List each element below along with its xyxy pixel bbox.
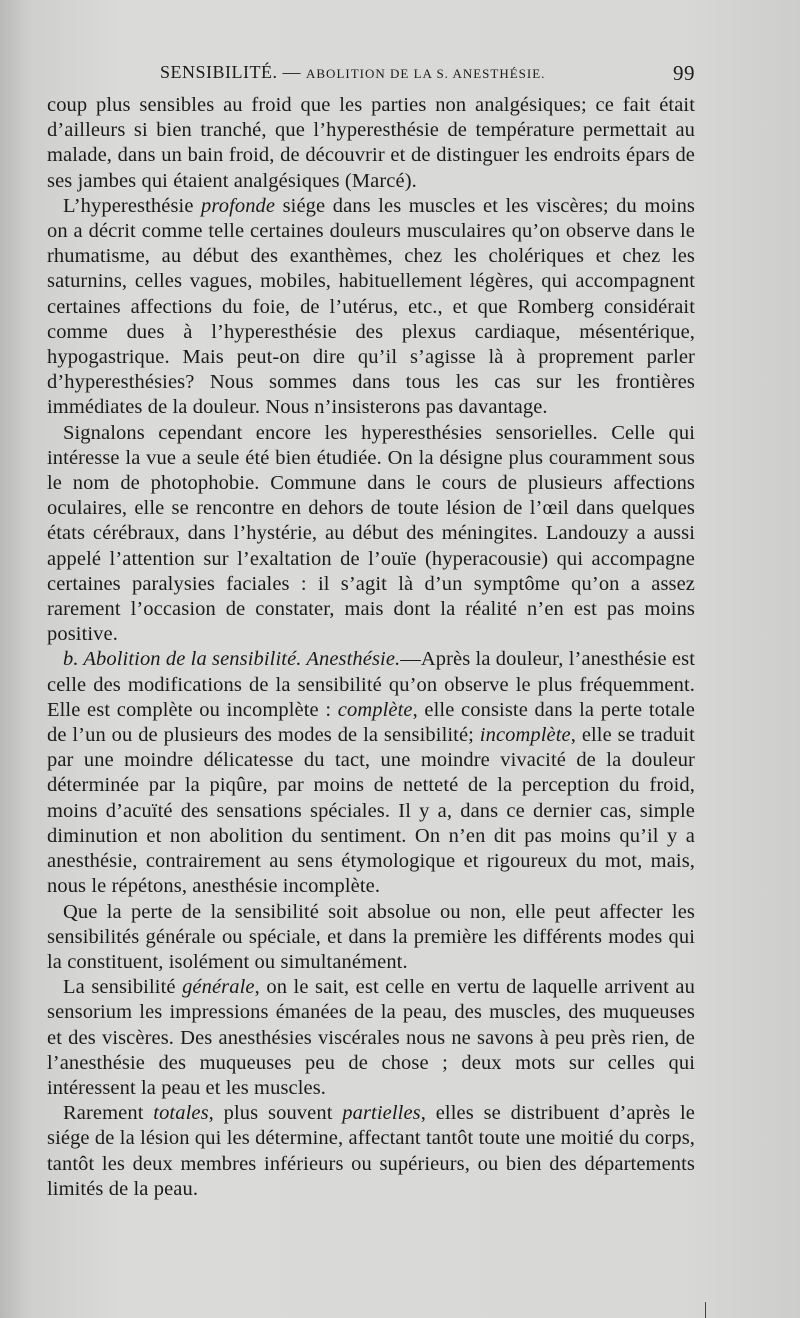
paragraph-text: , on le sait, est celle en vertu de laquelle arrivent au sensorium les impressions émanées de la peau, des muscles, des muqueuses et des viscères. Des anesthésies viscérales nous ne savons à peu près rien, de l’anesthésie des muqueuses peu de chose ; deux mots sur celles qui intéressent la peau et les muscles.: [47, 976, 695, 1099]
paragraph-text: Rarement: [63, 1102, 154, 1125]
emphasis-complete: complète: [337, 698, 413, 721]
running-title-main: SENSIBILITÉ.: [160, 62, 278, 82]
paragraph-text: , elle consiste dans la perte totale de l’un ou de plusieurs des modes de la sensibilité;: [47, 698, 695, 747]
emphasis-incomplete: incomplète: [479, 724, 571, 747]
paragraph-text: , elle se traduit par une moindre délicatesse du tact, une moindre vivacité de la douleur déterminée par la piqûre, par moins de netteté de la perception du froid, moins d’acuïté des sensations spéciales. Il y a, dans ce dernier cas, simple diminution et non abolition du sentiment. On n’en dit pas moins qu’il y a anesthésie, contrairement au sens étymologique et rigoureux du mot, mais, nous le répétons, anesthésie incomplète.: [47, 724, 695, 898]
paragraph-rarement-totales: [47, 1101, 695, 1202]
paragraph-sensibilite-generale: [47, 975, 695, 1101]
paragraph-continuation: coup plus sensibles au froid que les parties non analgésiques; ce fait était d’ailleurs si bien tranché, que l’hyperesthésie de température permettait au malade, dans un bain froid, de découvrir et de distinguer les endroits épars de ses jambes qui étaient analgésiques (Marcé).: [47, 94, 695, 192]
paragraph-text: siége dans les muscles et les viscères; du moins on a décrit comme telle certaines douleurs musculaires qu’on observe dans le rhumatisme, au début des exanthèmes, chez les cholériques et chez les saturnins, celles vagues, mobiles, habituellement légères, qui accompagnent certaines affections du foie, de l’utérus, etc., et que Romberg considérait comme dues à l’hyperesthésie des plexus cardiaque, mésentérique, hypogastrique. Mais peut-on dire qu’il s’agisse là à proprement parler d’hyperesthésies? Nous sommes dans tous les cas sur les frontières immédiates de la douleur. Nous n’insisterons pas davantage.: [47, 194, 696, 419]
paragraph-hyperesthesies-sensorielles: Signalons cependant encore les hyperesthésies sensorielles. Celle qui intéresse la vue a seule été bien étudiée. On la désigne plus couramment sous le nom de photophobie. Commune dans le cours de plusieurs affections oculaires, elle se rencontre en dehors de toute lésion de l’œil dans quelques états cérébraux, dans l’hystérie, au début des méningites. Landouzy a aussi appelé l’attention sur l’exaltation de l’ouïe (hyperacousie) qui accompagne certaines paralysies faciales : il s’agit là d’un symptôme qu’on a assez rarement l’occasion de constater, mais dont la réalité n’en est pas moins positive.: [47, 421, 695, 646]
running-header: [47, 58, 695, 88]
paragraph-text: , elles se distribuent d’après le siége de la lésion qui les détermine, affectant tantôt toute une moitié du corps, tantôt les deux membres inférieurs ou supérieurs, ou bien des départements limités de la peau.: [47, 1102, 695, 1200]
paragraph-perte-sensibilite: Que la perte de la sensibilité soit absolue ou non, elle peut affecter les sensibilités générale ou spéciale, et dans la première les différents modes qui la constituent, isolément ou simultanément.: [47, 900, 695, 973]
emphasis-profonde: profonde: [201, 194, 276, 217]
paragraph-text: , plus souvent: [208, 1102, 343, 1125]
running-title-subject: ABOLITION DE LA S. ANESTHÉSIE.: [306, 66, 546, 81]
paragraph-text: —Après la douleur, l’anesthésie est celle des modifications de la sensibilité qu’on observe le plus fréquemment. Elle est complète ou incomplète :: [47, 648, 695, 721]
emphasis-totales: totales: [153, 1102, 209, 1125]
running-title: [160, 62, 545, 83]
emphasis-partielles: partielles: [342, 1102, 421, 1125]
running-title-separator: —: [282, 62, 301, 82]
body-text: [47, 93, 695, 1202]
section-heading-anesthesie: b. Abolition de la sensibilité. Anesthésie.: [63, 648, 401, 671]
emphasis-generale: générale: [182, 976, 255, 999]
paragraph-text: La sensibilité: [63, 976, 183, 999]
paragraph-text: L’hyperesthésie: [63, 194, 202, 217]
page-number: 99: [673, 61, 695, 85]
page-edge-mark: [705, 1302, 706, 1318]
paragraph-anesthesie: [47, 647, 695, 899]
paragraph-hyperesthesie-profonde: [47, 194, 695, 421]
